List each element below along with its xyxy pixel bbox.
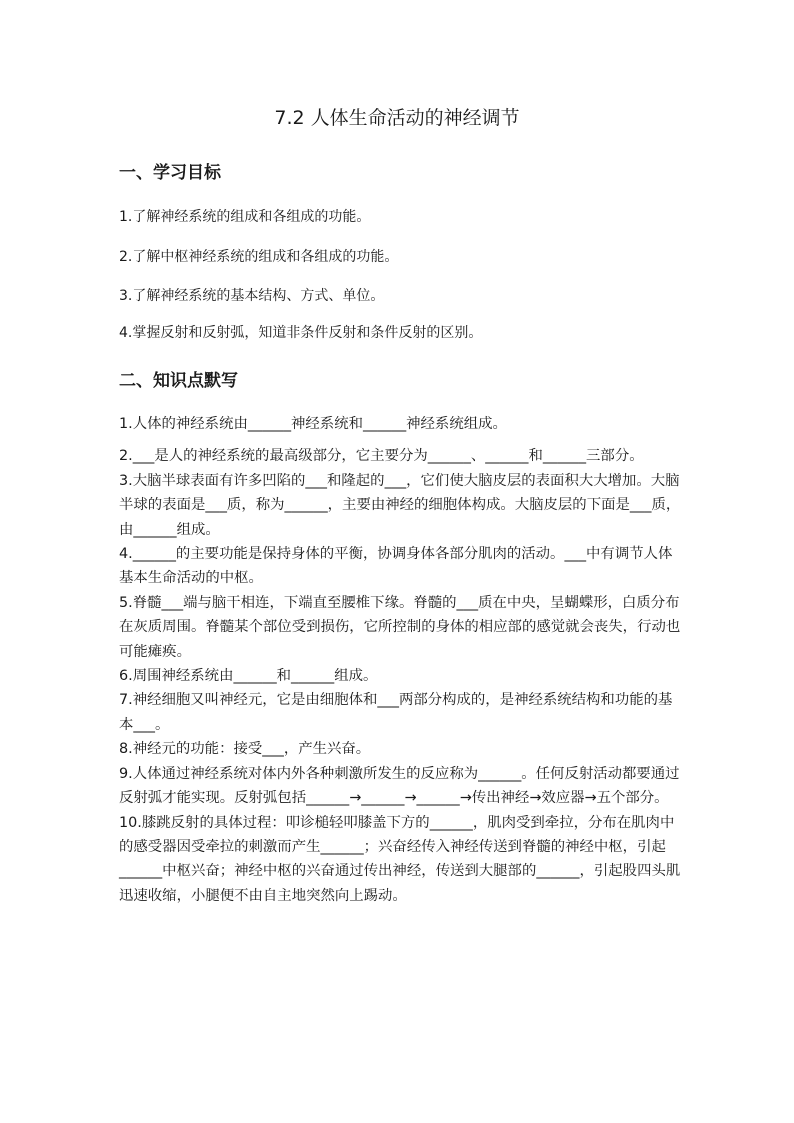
page-title: 7.2 人体生命活动的神经调节	[274, 107, 520, 129]
question-item: 7.神经细胞又叫神经元，它是由细胞体和___两部分构成的，是神经系统结构和功能的基本___。	[119, 692, 673, 733]
question-item: 9.人体通过神经系统对体内外各种刺激所发生的反应称为______。任何反射活动都要通过反射弧才能实现。反射弧包括______→______→______→传出神经→效应器→五个部分。	[119, 765, 680, 807]
section-heading-objectives: 一、学习目标	[119, 163, 221, 183]
question-item: 5.脊髓___端与脑干相连，下端直至腰椎下缘。脊髓的___质在中央，呈蝴蝶形，白质分布在灰质周围。脊髓某个部位受到损伤，它所控制的身体的相应部的感觉就会丧失，行动也可能瘫痪。	[119, 594, 681, 660]
question-item: 3.大脑半球表面有许多凹陷的___和隆起的___，它们使大脑皮层的表面积大大增加。大脑半球的表面是___质，称为______，主要由神经的细胞体构成。大脑皮层的下面是___质，由______组成。	[119, 472, 681, 538]
question-list	[119, 412, 681, 908]
question-item: 10.膝跳反射的具体过程：叩诊槌轻叩膝盖下方的______，肌肉受到牵拉，分布在肌肉中的感受器因受牵拉的刺激而产生______；兴奋经传入神经传送到脊髓的神经中枢，引起______中枢兴奋；神经中枢的兴奋通过传出神经，传送到大腿部的______，引起股四头肌迅速收缩，小腿便不由自主地突然向上踢动。	[119, 814, 681, 904]
objective-item: 1.了解神经系统的组成和各组成的功能。	[119, 209, 371, 225]
question-item: 8.神经元的功能：接受___，产生兴奋。	[119, 741, 371, 758]
question-item: 2.___是人的神经系统的最高级部分，它主要分为______、______和______三部分。	[119, 448, 644, 465]
objective-item: 3.了解神经系统的基本结构、方式、单位。	[119, 288, 385, 304]
question-item: 6.周围神经系统由______和______组成。	[119, 668, 378, 685]
objective-item: 4.掌握反射和反射弧，知道非条件反射和条件反射的区别。	[119, 325, 483, 341]
question-item: 1.人体的神经系统由______神经系统和______神经系统组成。	[119, 416, 507, 432]
section-heading-knowledge: 二、知识点默写	[119, 371, 238, 391]
objective-item: 2.了解中枢神经系统的组成和各组成的功能。	[119, 249, 399, 265]
question-item: 4.______的主要功能是保持身体的平衡，协调身体各部分肌肉的活动。___中有调节人体基本生命活动的中枢。	[119, 546, 673, 587]
